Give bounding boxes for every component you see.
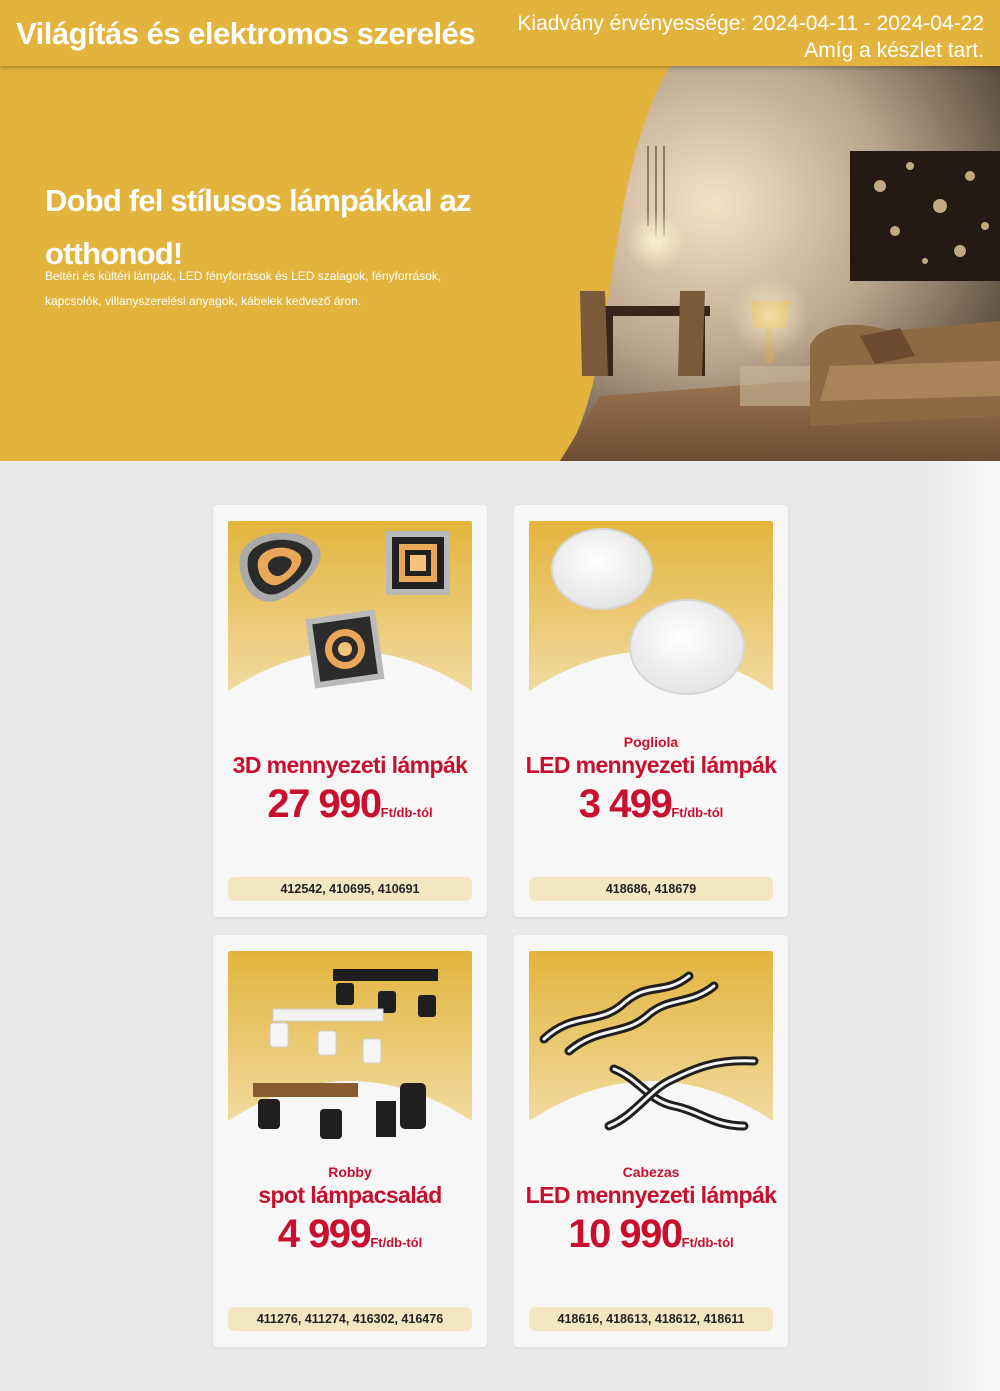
stock-notice: Amíg a készlet tart.: [804, 39, 984, 62]
product-price: [213, 1211, 487, 1266]
validity-info: [517, 10, 984, 64]
product-info: [514, 1163, 788, 1266]
product-price: [213, 781, 487, 836]
price-unit: Ft/db-tól: [370, 1235, 423, 1250]
price-unit: Ft/db-tól: [681, 1235, 734, 1250]
product-card[interactable]: [213, 935, 487, 1347]
product-name: spot lámpacsalád: [258, 1182, 442, 1208]
product-codes: 412542, 410695, 410691: [228, 877, 472, 901]
page-edge-shadow: [920, 461, 1000, 1391]
product-brand: [213, 733, 487, 751]
product-info: [514, 733, 788, 836]
price-value: 3 499: [578, 782, 672, 826]
hero-headline: Dobd fel stílusos lámpákkal az otthonod!: [45, 183, 471, 271]
price-unit: Ft/db-tól: [380, 805, 433, 820]
hero-banner: [0, 66, 1000, 461]
living-room-photo: [560, 66, 1000, 461]
product-card[interactable]: [213, 505, 487, 917]
product-brand: Robby: [328, 1164, 372, 1180]
validity-dates: Kiadvány érvényessége: 2024-04-11 - 2024-04-22: [517, 12, 984, 35]
product-price: [514, 1211, 788, 1266]
hero-description: Beltéri és kültéri lámpák, LED fényforrások és LED szalagok, fényforrások, kapcsolók, villanyszerelési anyagok, kábelek kedvező áron.: [45, 269, 442, 308]
product-info: [213, 733, 487, 836]
product-codes: 418616, 418613, 418612, 418611: [529, 1307, 773, 1331]
product-name: LED mennyezeti lámpák: [525, 1182, 777, 1208]
product-card[interactable]: [514, 935, 788, 1347]
page-title: Világítás és elektromos szerelés: [16, 16, 476, 51]
wave-led-ceiling-lamps-image: [529, 951, 773, 1159]
product-price: [514, 781, 788, 836]
product-name: 3D mennyezeti lámpák: [232, 752, 468, 778]
3d-ceiling-lamps-image: [228, 521, 472, 729]
spot-lamps-image: [228, 951, 472, 1159]
product-info: [213, 1163, 487, 1266]
header-bar: [0, 0, 1000, 66]
product-codes: 418686, 418679: [529, 877, 773, 901]
price-unit: Ft/db-tól: [671, 805, 724, 820]
round-led-ceiling-lamps-image: [529, 521, 773, 729]
product-brand: Cabezas: [622, 1164, 680, 1180]
price-value: 10 990: [568, 1212, 682, 1256]
product-card[interactable]: [514, 505, 788, 917]
product-name: LED mennyezeti lámpák: [525, 752, 777, 778]
product-codes: 411276, 411274, 416302, 416476: [228, 1307, 472, 1331]
price-value: 27 990: [267, 782, 381, 826]
price-value: 4 999: [277, 1212, 371, 1256]
product-brand: Pogliola: [623, 734, 679, 750]
